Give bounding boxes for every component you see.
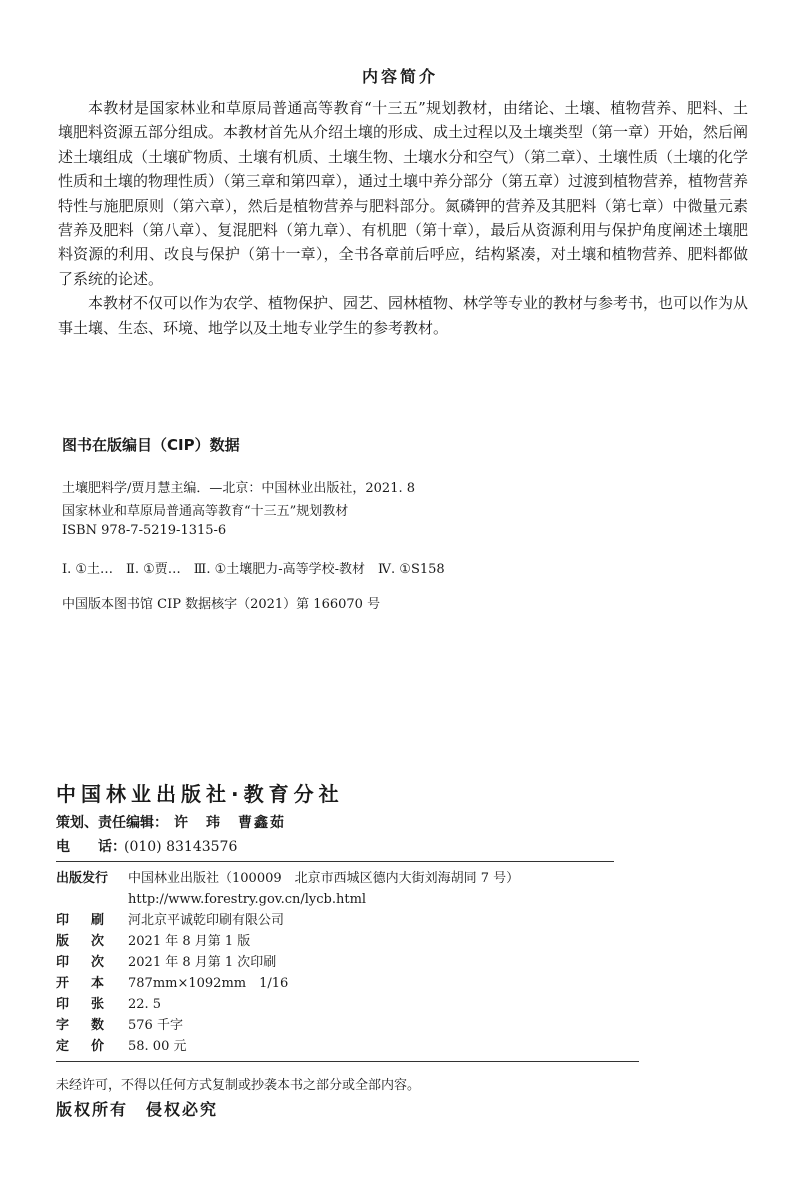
price-label: 定价 <box>56 1039 104 1054</box>
cip-book-line: 土壤肥料学/贾月慧主编．—北京：中国林业出版社，2021. 8 <box>62 481 415 496</box>
editor-label: 策划、责任编辑： <box>56 815 168 831</box>
info-row-publish <box>56 868 519 889</box>
edition-label: 版次 <box>56 934 104 949</box>
editor-row <box>56 812 286 832</box>
wordcount-label: 字数 <box>56 1018 104 1033</box>
editor-names: 许 玮 曹鑫茹 <box>174 815 286 831</box>
price-value: 58. 00 元 <box>128 1039 187 1054</box>
intro-title: 内容简介 <box>361 67 438 86</box>
tel-label: 电 话： <box>56 839 126 855</box>
cip-title: 图书在版编目（CIP）数据 <box>62 436 240 454</box>
publisher-name: 中国林业出版社·教育分社 <box>56 782 344 806</box>
info-row-edition <box>56 931 250 952</box>
intro-paragraph-1: 本教材是国家林业和草原局普通高等教育“十三五”规划教材，由绪论、土壤、植物营养、肥料、土壤肥料资源五部分组成。本教材首先从介绍土壤的形成、成土过程以及土壤类型（第一章）开始，然后阐述土壤组成（土壤矿物质、土壤有机质、土壤生物、土壤水分和空气）（第二章）、土壤性质（土壤的化学性质和土壤的物理性质）（第三章和第四章），通过土壤中养分部分（第五章）过渡到植物营养，植物营养特性与施肥原则（第六章），然后是植物营养与肥料部分。氮磷钾的营养及其肥料（第七章）中微量元素营养及肥料（第八章）、复混肥料（第九章）、有机肥（第十章），最后从资源利用与保护角度阐述土壤肥料资源的利用、改良与保护（第十一章），全书各章前后呼应，结构紧凑，对土壤和植物营养、肥料都做了系统的论述。 <box>58 99 749 288</box>
copy-notice: 未经许可，不得以任何方式复制或抄袭本书之部分或全部内容。 <box>56 1078 421 1093</box>
edition-value: 2021 年 8 月第 1 版 <box>128 934 251 949</box>
sheets-label: 印张 <box>56 997 104 1012</box>
intro-paragraph-2: 本教材不仅可以作为农学、植物保护、园艺、园林植物、林学等专业的教材与参考书，也可以作为从事土壤、生态、环境、地学以及土地专业学生的参考教材。 <box>58 294 749 337</box>
info-row-sheets <box>56 994 161 1015</box>
publish-value: 中国林业出版社（100009 北京市西城区德内大街刘海胡同 7 号） <box>128 871 520 886</box>
impression-value: 2021 年 8 月第 1 次印刷 <box>128 955 277 970</box>
info-row-format <box>56 973 288 994</box>
impression-label: 印次 <box>56 955 104 970</box>
cip-classification: Ⅰ. ①土… Ⅱ. ①贾… Ⅲ. ①土壤肥力-高等学校-教材 Ⅳ. ①S158 <box>62 562 445 577</box>
printer-label: 印刷 <box>56 913 104 928</box>
cip-isbn: ISBN 978-7-5219-1315-6 <box>62 523 227 538</box>
info-row-price <box>56 1036 186 1057</box>
tel-row <box>56 836 237 856</box>
tel-value: (010) 83143576 <box>124 839 238 855</box>
copyright-statement: 版权所有 侵权必究 <box>56 1100 219 1119</box>
divider-bottom <box>56 1061 639 1062</box>
info-row-printer <box>56 910 284 931</box>
divider-top <box>56 861 614 862</box>
cip-library-number: 中国版本图书馆 CIP 数据核字（2021）第 166070 号 <box>62 597 381 612</box>
publisher-url: http://www.forestry.gov.cn/lycb.html <box>128 892 367 907</box>
format-value: 787mm×1092mm 1/16 <box>128 976 289 991</box>
format-label: 开本 <box>56 976 104 991</box>
intro-section <box>58 96 748 340</box>
info-row-impression <box>56 952 276 973</box>
cip-series-line: 国家林业和草原局普通高等教育“十三五”规划教材 <box>62 504 349 519</box>
sheets-value: 22. 5 <box>128 997 162 1012</box>
wordcount-value: 576 千字 <box>128 1018 183 1033</box>
publish-label: 出版发行 <box>56 871 109 886</box>
info-row-wordcount <box>56 1015 183 1036</box>
printer-value: 河北京平诚乾印刷有限公司 <box>128 913 285 928</box>
